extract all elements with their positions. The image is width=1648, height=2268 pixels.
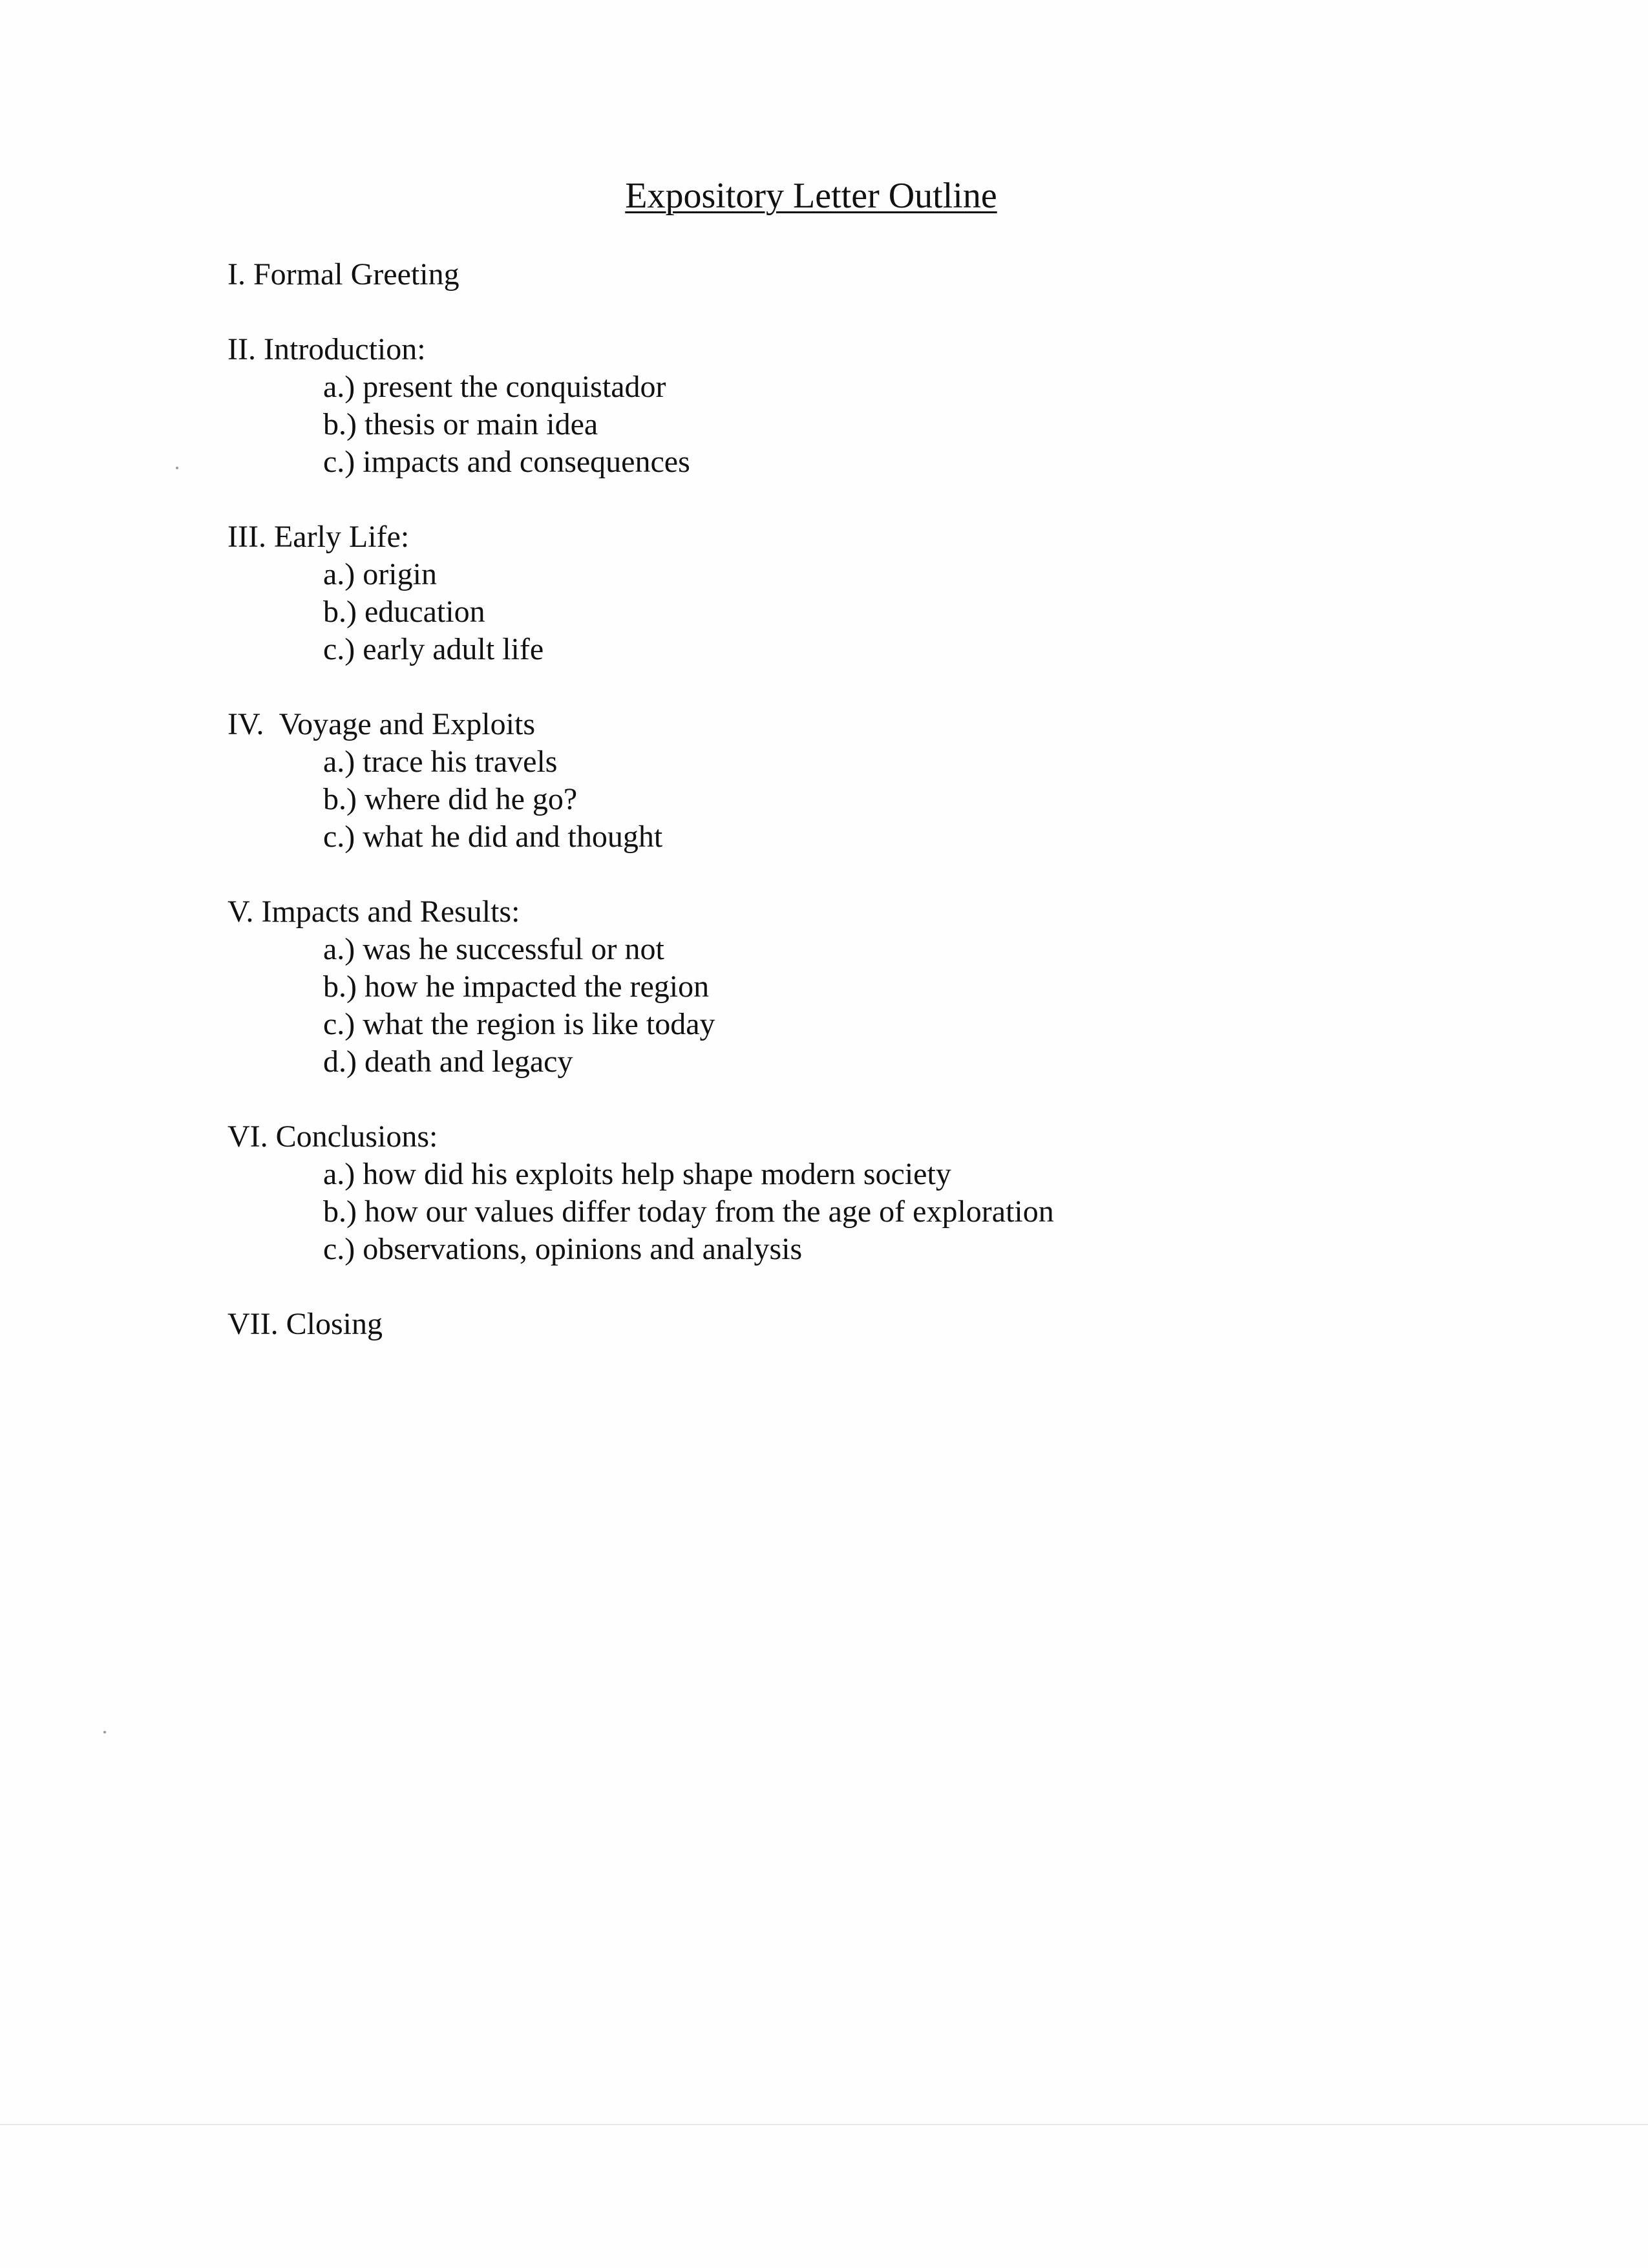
section-heading: III. Early Life:	[227, 520, 410, 554]
outline-item: c.) early adult life	[323, 632, 544, 666]
section-items	[227, 743, 1520, 856]
section-impacts-and-results	[227, 893, 1520, 1081]
section-heading: IV. Voyage and Exploits	[227, 707, 535, 741]
scan-speck	[176, 467, 178, 469]
section-closing	[227, 1306, 1520, 1343]
outline-item: a.) present the conquistador	[323, 370, 666, 404]
section-heading: VI. Conclusions:	[227, 1119, 438, 1154]
outline-item: b.) how he impacted the region	[323, 970, 710, 1004]
outline-item: c.) what he did and thought	[323, 820, 663, 854]
section-formal-greeting	[227, 256, 1520, 293]
outline-item: b.) education	[323, 595, 485, 629]
outline-item: b.) where did he go?	[323, 782, 578, 816]
outline-item: a.) origin	[323, 557, 437, 591]
scan-speck	[103, 1731, 106, 1733]
section-introduction	[227, 331, 1520, 481]
section-heading: V. Impacts and Results:	[227, 895, 520, 929]
section-early-life	[227, 518, 1520, 668]
outline-item: a.) trace his travels	[323, 745, 558, 779]
outline-item: a.) how did his exploits help shape modern society	[323, 1157, 951, 1191]
outline-item: c.) impacts and consequences	[323, 445, 690, 479]
outline-item: c.) what the region is like today	[323, 1007, 715, 1041]
outline-item: d.) death and legacy	[323, 1044, 573, 1079]
outline-item: a.) was he successful or not	[323, 932, 664, 966]
outline-item: b.) how our values differ today from the age of exploration	[323, 1194, 1054, 1229]
section-voyage-and-exploits	[227, 706, 1520, 856]
section-items	[227, 368, 1520, 481]
section-heading: VII. Closing	[227, 1307, 383, 1341]
section-conclusions	[227, 1118, 1520, 1268]
section-heading: I. Formal Greeting	[227, 257, 460, 291]
scan-edge-line	[0, 2124, 1648, 2125]
outline	[227, 256, 1520, 1381]
outline-item: b.) thesis or main idea	[323, 407, 598, 441]
outline-item: c.) observations, opinions and analysis	[323, 1232, 803, 1266]
section-items	[227, 1156, 1520, 1268]
section-heading: II. Introduction:	[227, 332, 426, 366]
section-items	[227, 931, 1520, 1081]
section-items	[227, 556, 1520, 668]
document-title: Expository Letter Outline	[625, 176, 997, 216]
